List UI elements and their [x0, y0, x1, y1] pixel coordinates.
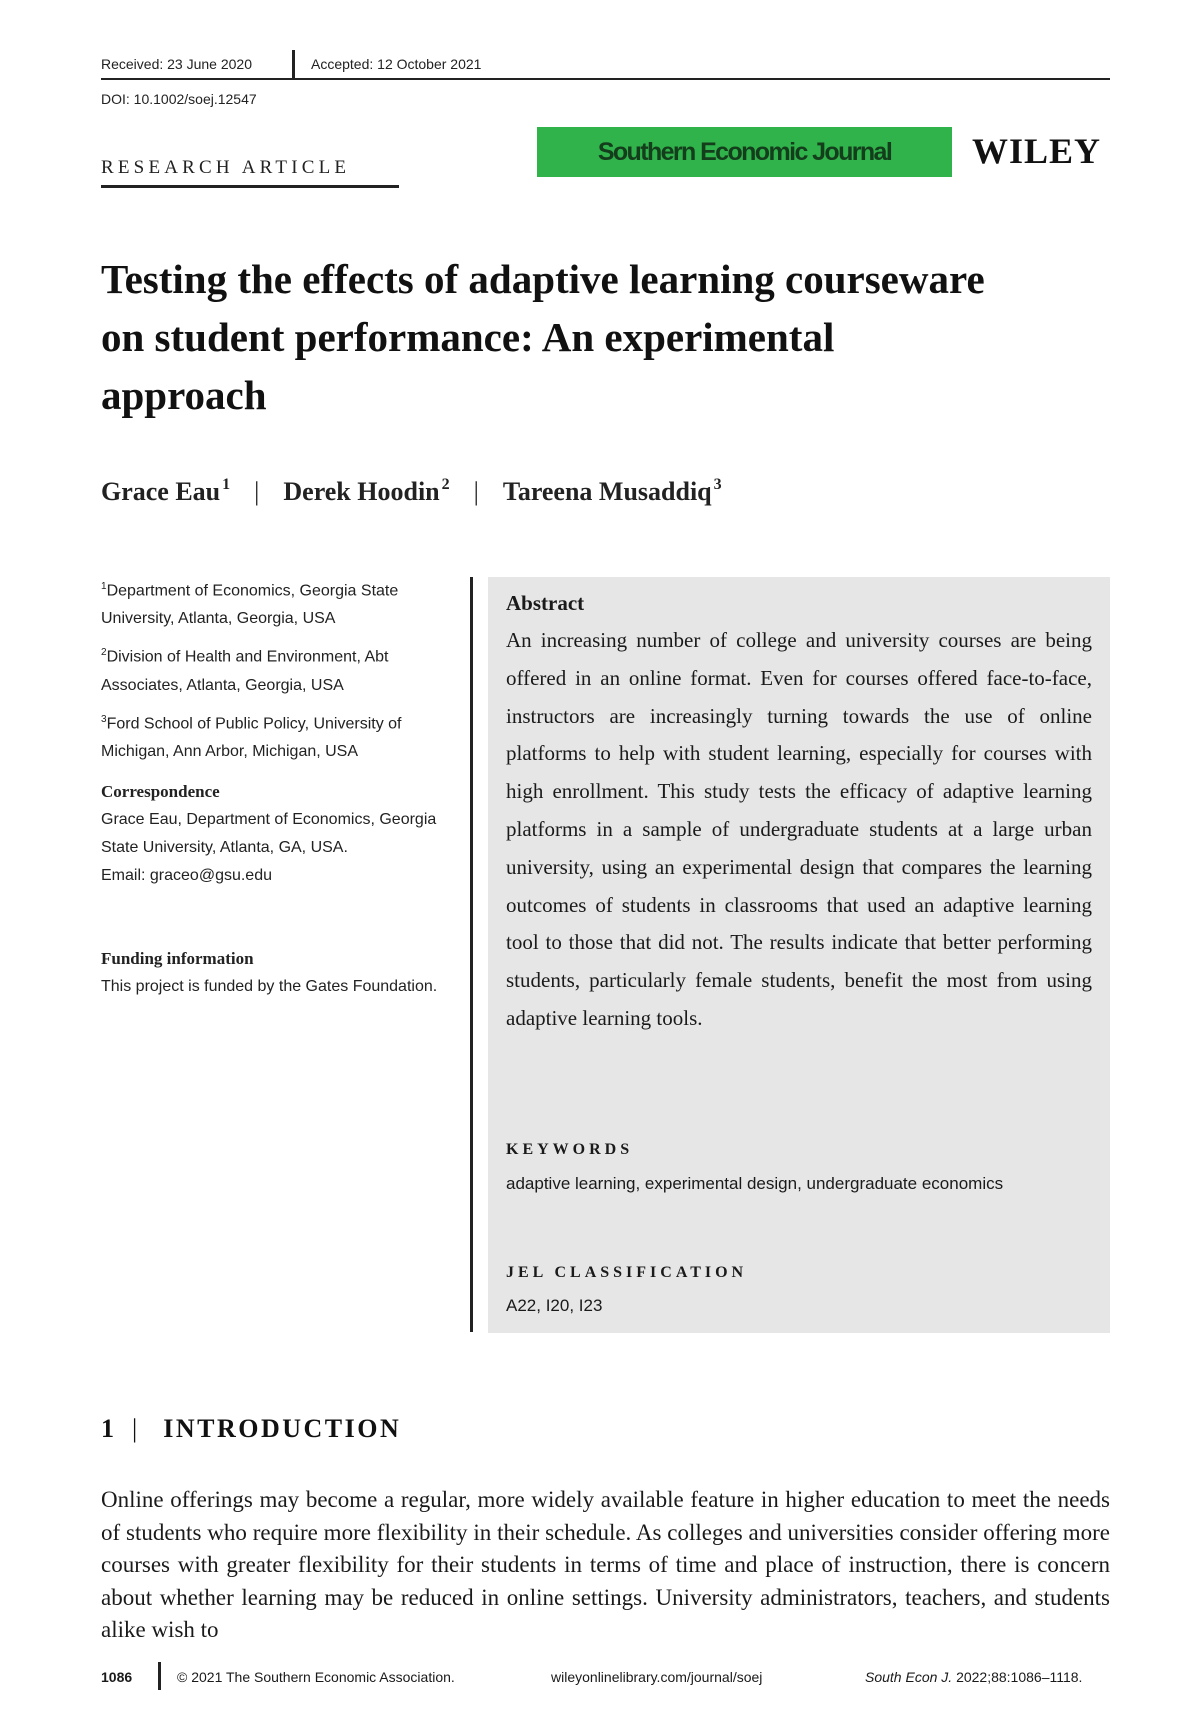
- abstract-heading: Abstract: [506, 591, 585, 615]
- header-rule: [101, 78, 1110, 80]
- author-affil-number: 2: [441, 476, 450, 493]
- abstract: [506, 585, 1092, 1038]
- correspondence: [101, 778, 461, 890]
- article-type-underline: [101, 185, 399, 188]
- jel-codes: A22, I20, I23: [506, 1296, 603, 1315]
- keywords-heading: KEYWORDS: [506, 1141, 634, 1158]
- column-divider: [470, 577, 473, 1332]
- header-separator: [292, 50, 295, 80]
- affiliation-number: 1: [101, 581, 107, 592]
- author-affil-number: 1: [222, 476, 231, 493]
- author-list: Grace Eau $^1$ | Derek Hoodin $^2$ | Tareena Musaddiq $^3$: [101, 476, 722, 506]
- journal-url[interactable]: wileyonlinelibrary.com/journal/soej: [551, 1669, 763, 1685]
- affiliation-text: Ford School of Public Policy, University of Michigan, Ann Arbor, Michigan, USA: [101, 714, 402, 760]
- funding-info: [101, 945, 461, 1001]
- citation-details: 2022;88:1086–1118.: [956, 1669, 1083, 1685]
- correspondence-text: Grace Eau, Department of Economics, Georgia State University, Atlanta, GA, USA.: [101, 811, 437, 856]
- received-date: Received: 23 June 2020: [101, 56, 252, 72]
- paper-title: Testing the effects of adaptive learning courseware on student performance: An experimental approach: [101, 256, 985, 418]
- funding-text: This project is funded by the Gates Foundation.: [101, 978, 438, 995]
- author-name: Grace Eau: [101, 477, 221, 506]
- citation-journal: South Econ J.: [865, 1669, 953, 1685]
- doi: DOI: 10.1002/soej.12547: [101, 91, 257, 107]
- affiliation: [101, 573, 461, 633]
- affiliation-number: 3: [101, 713, 107, 725]
- author-name: Tareena Musaddiq: [502, 477, 712, 506]
- section-title: INTRODUCTION: [163, 1414, 402, 1443]
- affiliation-text: Division of Health and Environment, Abt Associates, Atlanta, Georgia, USA: [101, 648, 389, 694]
- footer-separator: [158, 1662, 161, 1690]
- affiliations: [101, 573, 461, 772]
- keywords-text: adaptive learning, experimental design, undergraduate economics: [506, 1174, 1004, 1193]
- citation: [865, 1669, 1082, 1685]
- accepted-date: Accepted: 12 October 2021: [311, 56, 482, 72]
- affiliation-text: Department of Economics, Georgia State University, Atlanta, Georgia, USA: [101, 582, 399, 628]
- section-number: 1: [101, 1414, 114, 1443]
- author-name: Derek Hoodin: [283, 477, 440, 506]
- funding-heading: Funding information: [101, 949, 254, 968]
- article-type: RESEARCH ARTICLE: [101, 157, 351, 178]
- section-heading: [101, 1414, 401, 1444]
- publisher-logo: WILEY: [972, 131, 1102, 171]
- author-affil-number: 3: [713, 476, 722, 493]
- abstract-text: An increasing number of college and university courses are being offered in an online format. Even for courses offered face-to-face, instructors are increasingly turning towards the use of online platforms to help with student learning, especially for courses with high enrollment. This study tests the efficacy of adaptive learning platforms in a sample of undergraduate students at a large urban university, using an experimental design that compares the learning outcomes of students in classrooms that used an adaptive learning tool to those that did not. The results indicate that better performing students, particularly female students, benefit the most from using adaptive learning tools.: [506, 628, 1092, 1030]
- introduction-text: Online offerings may become a regular, more widely available feature in higher education to meet the needs of students who require more flexibility in their schedule. As colleges and universities consider offering more courses with greater flexibility for their students in terms of time and place of instruction, there is concern about whether learning may be reduced in online settings. University administrators, teachers, and students alike wish to: [101, 1487, 1110, 1643]
- affiliation: [101, 639, 461, 699]
- affiliation-number: 2: [101, 647, 107, 659]
- jel-heading: JEL CLASSIFICATION: [506, 1264, 748, 1281]
- correspondence-email[interactable]: Email: graceo@gsu.edu: [101, 867, 272, 884]
- correspondence-heading: Correspondence: [101, 782, 220, 801]
- affiliation: [101, 706, 461, 766]
- section-separator: |: [132, 1414, 138, 1443]
- journal-logo: Southern Economic Journal: [537, 127, 952, 177]
- page-number: 1086: [101, 1669, 133, 1685]
- copyright: © 2021 The Southern Economic Association.: [177, 1669, 455, 1685]
